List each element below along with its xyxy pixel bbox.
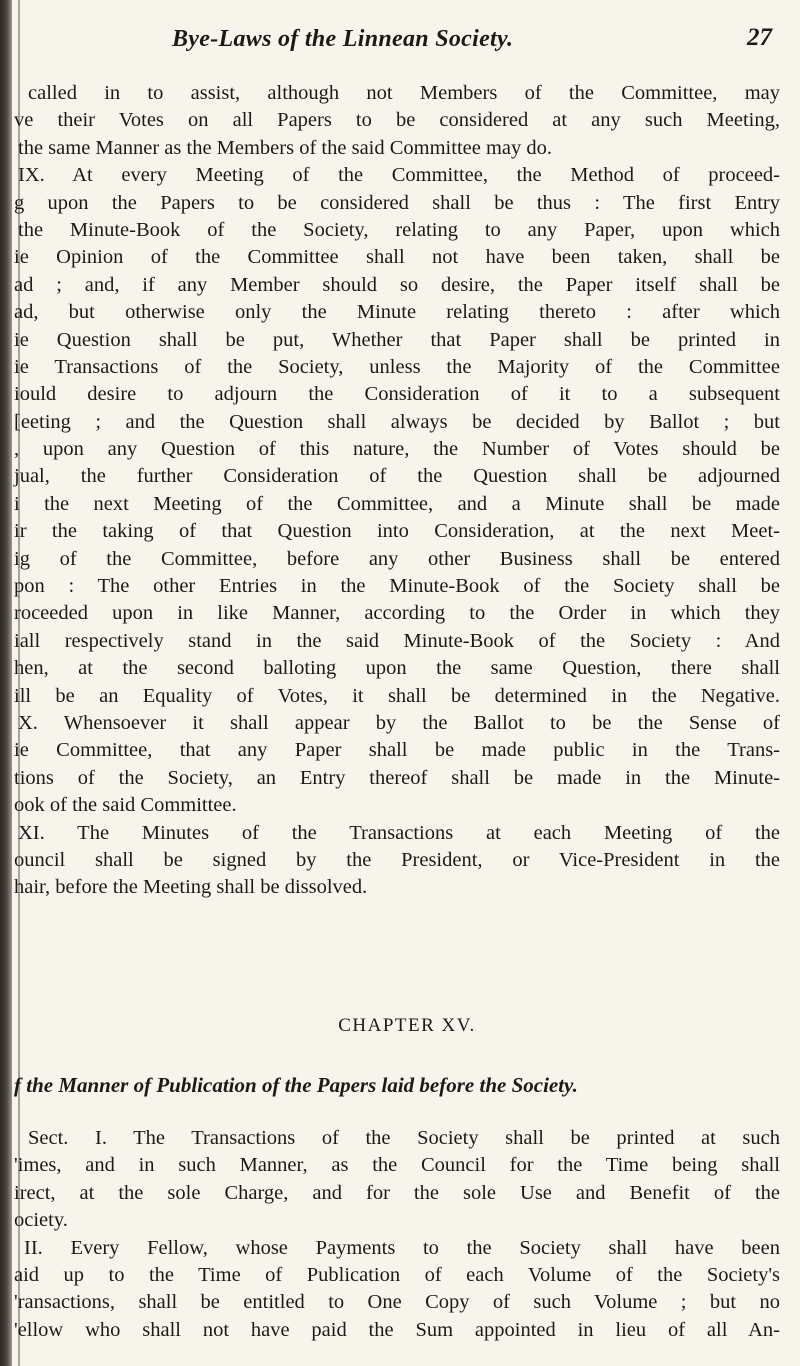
text-line: ociety.	[14, 1209, 68, 1232]
text-line: roceeded upon in like Manner, according to the Order in which they	[14, 602, 780, 625]
text-line: iall respectively stand in the said Minute-Book of the Society : And	[14, 629, 780, 652]
text-line: ig of the Committee, before any other Business shall be entered	[14, 547, 780, 570]
text-line: , upon any Question of this nature, the Number of Votes should be	[14, 438, 780, 461]
text-line: ie Transactions of the Society, unless the Majority of the Committee	[14, 355, 780, 378]
text-line: jual, the further Consideration of the Question shall be adjourned	[14, 465, 780, 488]
text-line: ill be an Equality of Votes, it shall be determined in the Negative.	[14, 684, 780, 707]
book-binding-edge	[0, 0, 12, 1366]
text-line: ouncil shall be signed by the President, or Vice-President in the	[14, 848, 780, 871]
text-line: II. Every Fellow, whose Payments to the Society shall have been	[24, 1236, 780, 1259]
text-line: ook of the said Committee.	[14, 794, 237, 817]
text-line: ad ; and, if any Member should so desire, the Paper itself shall be	[14, 273, 780, 296]
text-line: irect, at the sole Charge, and for the sole Use and Benefit of the	[14, 1181, 780, 1204]
text-line: [eeting ; and the Question shall always be decided by Ballot ; but	[14, 410, 780, 433]
text-line: aid up to the Time of Publication of each Volume of the Society's	[14, 1263, 780, 1286]
chapter-subtitle: f the Manner of Publication of the Papers laid before the Society.	[14, 1073, 578, 1097]
section-text	[14, 1125, 780, 1344]
text-line: ie Opinion of the Committee shall not have been taken, shall be	[14, 246, 780, 269]
body-text	[14, 80, 780, 902]
text-line: ir the taking of that Question into Consideration, at the next Meet-	[14, 520, 780, 543]
text-line: 'imes, and in such Manner, as the Council for the Time being shall	[14, 1154, 780, 1177]
text-line: the same Manner as the Members of the said Committee may do.	[18, 136, 553, 159]
text-line: g upon the Papers to be considered shall be thus : The first Entry	[14, 191, 780, 214]
text-line: 'ellow who shall not have paid the Sum appointed in lieu of all An-	[14, 1318, 780, 1341]
text-line: ve their Votes on all Papers to be considered at any such Meeting,	[14, 109, 780, 132]
text-line: the Minute-Book of the Society, relating to any Paper, upon which	[18, 218, 780, 241]
text-line: X. Whensoever it shall appear by the Ballot to be the Sense of	[18, 711, 780, 734]
text-line: tions of the Society, an Entry thereof shall be made in the Minute-	[14, 766, 780, 789]
text-line: 'ransactions, shall be entitled to One Copy of such Volume ; but no	[14, 1291, 780, 1314]
text-line: iould desire to adjourn the Consideration of it to a subsequent	[14, 383, 780, 406]
text-line: ie Question shall be put, Whether that Paper shall be printed in	[14, 328, 780, 351]
chapter-heading: CHAPTER XV.	[338, 1015, 476, 1036]
text-line: IX. At every Meeting of the Committee, the Method of proceed-	[18, 164, 780, 187]
text-line: ie Committee, that any Paper shall be made public in the Trans-	[14, 739, 780, 762]
text-line: hair, before the Meeting shall be dissolved.	[14, 876, 368, 899]
running-header-title: Bye-Laws of the Linnean Society.	[172, 26, 514, 52]
text-line: XI. The Minutes of the Transactions at each Meeting of the	[18, 821, 780, 844]
text-line: pon : The other Entries in the Minute-Book of the Society shall be	[14, 575, 780, 598]
text-line: i the next Meeting of the Committee, and a Minute shall be made	[14, 492, 780, 515]
text-line: called in to assist, although not Members of the Committee, may	[28, 82, 780, 104]
page-number: 27	[747, 24, 772, 51]
text-line: Sect. I. The Transactions of the Society shall be printed at such	[28, 1127, 780, 1149]
text-line: ad, but otherwise only the Minute relating thereto : after which	[14, 301, 780, 324]
text-line: hen, at the second balloting upon the same Question, there shall	[14, 657, 780, 680]
